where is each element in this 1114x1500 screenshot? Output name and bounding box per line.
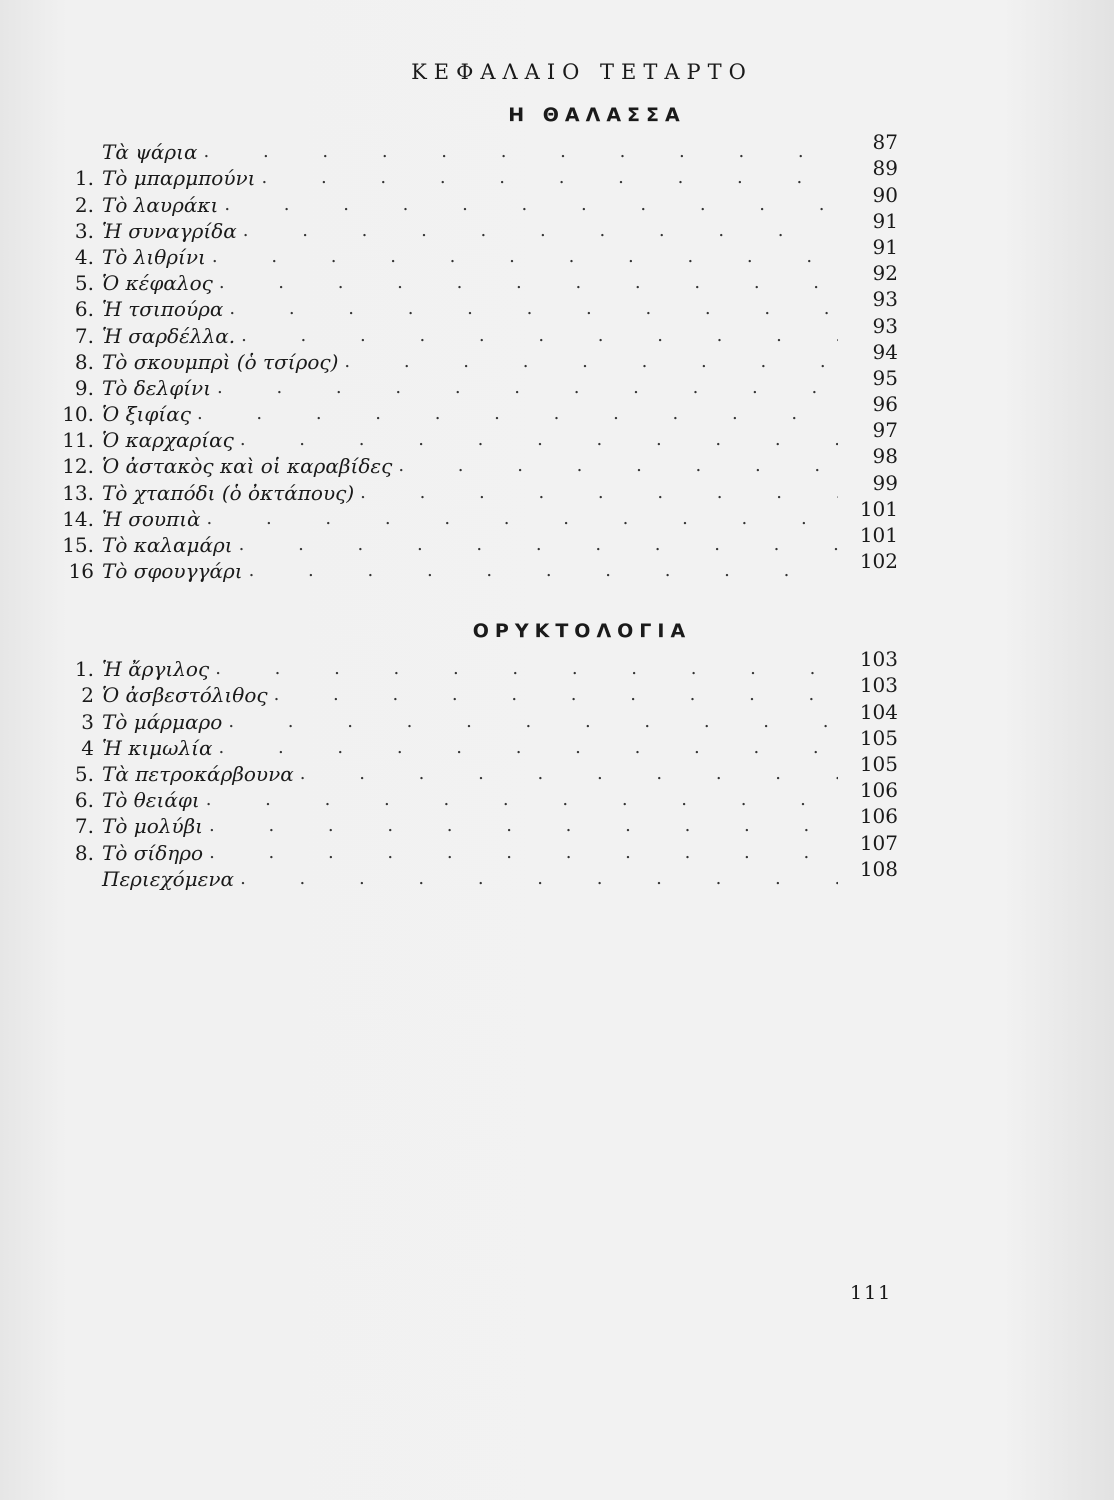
- toc-entry-page: 103: [859, 673, 898, 698]
- toc-entry-page: 101: [859, 496, 898, 521]
- toc-entry-title: Ὁ καρχαρίας: [102, 428, 234, 453]
- toc-entry: [48, 523, 898, 558]
- toc-entry: [48, 392, 898, 427]
- toc-entry-number: 13.: [62, 480, 94, 505]
- dot-leader: [344, 349, 838, 375]
- toc-entry: [48, 673, 898, 708]
- toc-entry-number: 4.: [74, 244, 94, 269]
- dot-leader: [207, 506, 838, 532]
- toc-entry-page: 104: [859, 699, 898, 724]
- toc-entry-number: 8.: [74, 840, 94, 865]
- toc-entry-page: 98: [872, 444, 898, 469]
- toc-entry-title: Τὸ μάρμαρο: [102, 709, 223, 734]
- toc-entry-page: 101: [859, 523, 898, 547]
- toc-entry-number: 5.: [74, 271, 94, 296]
- toc-entry-page: 108: [859, 856, 898, 881]
- toc-entry-title: Περιεχόμενα: [102, 866, 235, 891]
- toc-entry-title: Τὰ πετροκάρβουνα: [102, 761, 294, 786]
- toc-entry-title: Ἡ ἄργιλος: [102, 657, 210, 682]
- toc-entry-number: 5.: [74, 761, 94, 786]
- toc-entry: [48, 313, 898, 348]
- dot-leader: [206, 787, 838, 813]
- toc-entry-title: Ἡ κιμωλία: [102, 735, 213, 760]
- toc-entry-number: 1.: [74, 166, 94, 191]
- toc-entry-number: 11.: [62, 428, 94, 453]
- dot-leader: [274, 682, 838, 708]
- toc-entry-number: 7.: [74, 814, 94, 839]
- dot-leader: [217, 375, 838, 401]
- dot-leader: [209, 840, 838, 866]
- toc-entry-page: 95: [872, 365, 898, 390]
- toc-sea: [48, 130, 898, 584]
- toc-entry-page: 90: [872, 182, 898, 207]
- toc-entry-title: Ὁ ἀσβεστόλιθος: [102, 683, 268, 708]
- toc-entry-page: 99: [872, 470, 898, 495]
- toc-entry: [48, 444, 898, 479]
- dot-leader: [240, 866, 838, 892]
- toc-entry-number: 6.: [74, 788, 94, 813]
- dot-leader: [300, 761, 838, 787]
- toc-entry-number: 15.: [62, 533, 94, 557]
- toc-entry-title: Τὸ σκουμπρὶ (ὁ τσίρος): [102, 349, 339, 374]
- toc-entry-title: Τὸ σφουγγάρι: [102, 559, 243, 584]
- toc-entry-number: 16: [68, 559, 94, 584]
- toc-entry-title: Ἡ σαρδέλλα.: [102, 323, 236, 348]
- toc-entry-page: 92: [872, 261, 898, 286]
- toc-entry-number: 3.: [74, 218, 94, 243]
- toc-entry-number: 9.: [74, 375, 94, 400]
- toc-entry-number: 1.: [74, 657, 94, 682]
- toc-entry-page: 107: [859, 830, 898, 855]
- dot-leader: [219, 735, 839, 761]
- toc-entry-title: Ὁ ξιφίας: [102, 402, 191, 427]
- dot-leader: [249, 558, 838, 584]
- toc-entry-page: 87: [872, 130, 898, 155]
- dot-leader: [224, 192, 838, 218]
- toc-entry-number: 8.: [74, 349, 94, 374]
- dot-leader: [240, 427, 838, 453]
- page-number: 111: [850, 1282, 893, 1304]
- toc-entry-page: 102: [859, 549, 898, 574]
- toc-entry-page: 105: [859, 725, 898, 750]
- toc-entry-page: 93: [872, 287, 898, 312]
- toc-entry-number: 6.: [74, 297, 94, 322]
- toc-entry-page: 103: [859, 647, 898, 672]
- toc-entry-title: Τὰ ψάρια: [102, 140, 198, 165]
- toc-entry-title: Τὸ λαυράκι: [102, 192, 219, 217]
- toc-entry-page: 94: [872, 339, 898, 364]
- toc-entry: [48, 496, 898, 532]
- dot-leader: [262, 165, 839, 191]
- dot-leader: [239, 532, 838, 558]
- toc-entry-number: 7.: [74, 323, 94, 348]
- toc-entry-title: Τὸ δελφίνι: [102, 375, 212, 400]
- toc-entry: [48, 856, 898, 892]
- toc-entry-number: 10.: [62, 402, 94, 427]
- toc-entry: [48, 549, 898, 584]
- toc-entry-title: Ὁ κέφαλος: [102, 271, 213, 296]
- toc-entry-page: 89: [872, 156, 898, 181]
- dot-leader: [243, 218, 838, 244]
- toc-entry-title: Τὸ θειάφι: [102, 788, 200, 813]
- toc-entry: [48, 725, 898, 761]
- toc-entry-number: 12.: [62, 454, 94, 479]
- toc-entry: [48, 647, 898, 682]
- toc-entry-page: 97: [872, 418, 898, 443]
- toc-entry-title: Ἡ τσιπούρα: [102, 297, 224, 322]
- dot-leader: [197, 401, 838, 427]
- toc-entry: [48, 830, 898, 865]
- dot-leader: [229, 296, 838, 322]
- toc-entry: [48, 208, 898, 244]
- toc-entry: [48, 751, 898, 787]
- toc-entry-title: Τὸ καλαμάρι: [102, 533, 233, 557]
- dot-leader: [228, 709, 838, 735]
- section-title-minerals: ΟΡΥΚΤΟΛΟΓΙΑ: [472, 620, 692, 642]
- toc-entry-title: Τὸ σίδηρο: [102, 840, 204, 865]
- chapter-heading: ΚΕΦΑΛΑΙΟ ΤΕΤΑΡΤΟ: [411, 60, 753, 84]
- toc-entry: [48, 804, 898, 839]
- toc-entry: [48, 156, 898, 191]
- toc-entry-title: Ἡ σουπιὰ: [102, 506, 201, 531]
- toc-entry-title: Τὸ χταπόδι (ὁ ὀκτάπους): [102, 480, 355, 505]
- toc-entry: [48, 130, 898, 165]
- toc-entry-title: Τὸ λιθρίνι: [102, 244, 206, 269]
- toc-entry-title: Ἡ συναγρίδα: [102, 218, 237, 243]
- toc-entry: [48, 699, 898, 734]
- toc-entry-title: Τὸ μολύβι: [102, 814, 204, 839]
- toc-entry: [48, 261, 898, 296]
- dot-leader: [209, 813, 838, 839]
- toc-entry-page: 93: [872, 313, 898, 338]
- toc-entry-number: 4: [81, 735, 94, 760]
- dot-leader: [212, 244, 838, 270]
- section-title-sea: Η ΘΑΛΑΣΣΑ: [508, 104, 686, 126]
- toc-entry: [48, 234, 898, 270]
- toc-entry: [48, 287, 898, 322]
- toc-entry-page: 91: [872, 208, 898, 233]
- dot-leader: [360, 480, 838, 506]
- toc-entry-title: Ὁ ἀστακὸς καὶ οἱ καραβίδες: [102, 454, 393, 479]
- toc-entry-number: 2: [81, 683, 94, 708]
- dot-leader: [219, 270, 838, 296]
- toc-entry: [48, 470, 898, 505]
- toc-entry: [48, 365, 898, 401]
- toc-entry-page: 96: [872, 392, 898, 417]
- toc-entry-title: Τὸ μπαρμπούνι: [102, 166, 256, 191]
- toc-entry-page: 106: [859, 778, 898, 803]
- toc-entry-number: 14.: [62, 506, 94, 531]
- toc-entry: [48, 778, 898, 813]
- toc-entry-number: 3: [81, 709, 94, 734]
- toc-entry-number: 2.: [74, 192, 94, 217]
- toc-minerals: [48, 647, 898, 892]
- dot-leader: [215, 656, 838, 682]
- dot-leader: [398, 453, 838, 479]
- dot-leader: [241, 323, 838, 349]
- toc-entry-page: 106: [859, 804, 898, 829]
- toc-entry: [48, 339, 898, 375]
- toc-entry-page: 105: [859, 751, 898, 776]
- toc-entry: [48, 418, 898, 453]
- toc-entry-page: 91: [872, 234, 898, 259]
- dot-leader: [204, 139, 839, 165]
- toc-entry: [48, 182, 898, 217]
